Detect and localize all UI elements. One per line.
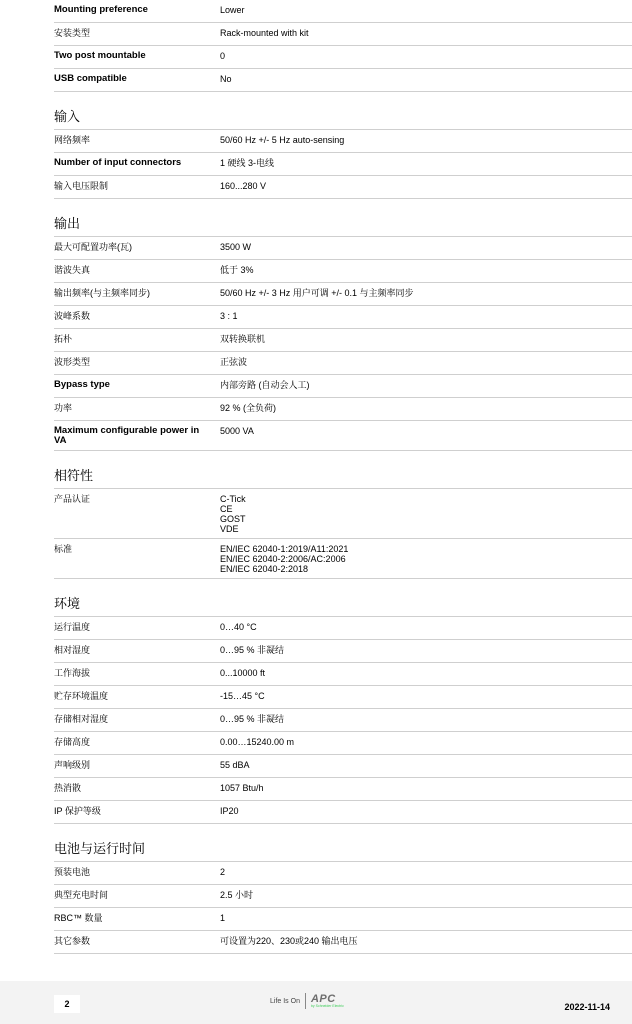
spec-row xyxy=(54,153,632,176)
spec-label: 标准 xyxy=(54,544,73,554)
section-mounting xyxy=(54,0,632,92)
section-title: 环境 xyxy=(54,579,632,617)
spec-label: 网络频率 xyxy=(54,135,91,145)
spec-row xyxy=(54,352,632,375)
document-date: 2022-11-14 xyxy=(564,1002,610,1012)
section-battery xyxy=(54,824,632,954)
spec-row xyxy=(54,176,632,199)
spec-value: 55 dBA xyxy=(220,760,250,770)
section-title: 相符性 xyxy=(54,451,632,489)
spec-value: 低于 3% xyxy=(220,265,254,275)
spec-row xyxy=(54,801,632,824)
spec-label: 热消散 xyxy=(54,783,82,793)
spec-label: 声响级别 xyxy=(54,760,91,770)
spec-value: 2.5 小时 xyxy=(220,890,254,900)
spec-value: 50/60 Hz +/- 5 Hz auto-sensing xyxy=(220,135,345,145)
section-output xyxy=(54,199,632,451)
spec-row xyxy=(54,398,632,421)
spec-row xyxy=(54,260,632,283)
spec-label: 输入电压限制 xyxy=(54,181,109,191)
section-input xyxy=(54,92,632,199)
spec-value: 50/60 Hz +/- 3 Hz 用户可调 +/- 0.1 与主频率同步 xyxy=(220,288,414,298)
section-title: 输入 xyxy=(54,92,632,130)
spec-value: 92 % (全负荷) xyxy=(220,403,277,413)
spec-label: 最大可配置功率(瓦) xyxy=(54,242,132,252)
spec-label: 波形类型 xyxy=(54,357,91,367)
spec-row xyxy=(54,732,632,755)
spec-label: 预装电池 xyxy=(54,867,91,877)
spec-row xyxy=(54,375,632,398)
spec-row xyxy=(54,421,632,451)
logo-text: APC xyxy=(310,992,336,1005)
spec-value: 3 : 1 xyxy=(220,311,238,321)
apc-logo xyxy=(311,994,344,1009)
page-footer xyxy=(0,981,632,1024)
spec-label: 产品认证 xyxy=(54,494,91,504)
spec-row xyxy=(54,885,632,908)
spec-label: 功率 xyxy=(54,403,73,413)
spec-row xyxy=(54,686,632,709)
spec-label: 存储相对湿度 xyxy=(54,714,109,724)
divider xyxy=(305,993,306,1009)
spec-value: Lower xyxy=(220,5,245,15)
section-compliance xyxy=(54,451,632,579)
spec-value: 可设置为220、230或240 输出电压 xyxy=(220,936,358,946)
section-title: 输出 xyxy=(54,199,632,237)
spec-row xyxy=(54,130,632,153)
spec-label: 安装类型 xyxy=(54,28,91,38)
logo-sub: by Schneider Electric xyxy=(310,1003,344,1008)
spec-row xyxy=(54,0,632,23)
spec-label: 贮存环境温度 xyxy=(54,691,109,701)
section-environment xyxy=(54,579,632,824)
spec-row xyxy=(54,539,632,579)
spec-value: EN/IEC 62040-1:2019/A11:2021 EN/IEC 62040-2:2006/AC:2006 EN/IEC 62040-2:2018 xyxy=(220,544,349,574)
spec-row xyxy=(54,778,632,801)
spec-row xyxy=(54,617,632,640)
spec-label: IP 保护等级 xyxy=(54,806,101,816)
spec-row xyxy=(54,663,632,686)
spec-value: 1057 Btu/h xyxy=(220,783,264,793)
tagline: Life Is On xyxy=(270,997,300,1005)
spec-label: Number of input connectors xyxy=(54,157,182,168)
spec-value: 160...280 V xyxy=(220,181,267,191)
spec-label: 拓朴 xyxy=(54,334,73,344)
spec-row xyxy=(54,640,632,663)
spec-value: 0…95 % 非凝结 xyxy=(220,645,285,655)
spec-label: 其它参数 xyxy=(54,936,91,946)
spec-label: Mounting preference xyxy=(54,4,148,15)
spec-label: Maximum configurable power in VA xyxy=(54,425,200,446)
spec-label: 运行温度 xyxy=(54,622,91,632)
spec-row xyxy=(54,306,632,329)
spec-value: 3500 W xyxy=(220,242,252,252)
spec-value: 0...10000 ft xyxy=(220,668,266,678)
spec-value: 内部旁路 (自动会人工) xyxy=(220,380,310,390)
spec-row xyxy=(54,237,632,260)
spec-label: RBC™ 数量 xyxy=(54,913,103,923)
spec-row xyxy=(54,931,632,954)
spec-value: 0 xyxy=(220,51,226,61)
spec-row xyxy=(54,489,632,539)
spec-value: 双转换联机 xyxy=(220,334,266,344)
spec-value: 2 xyxy=(220,867,226,877)
spec-content xyxy=(54,0,632,954)
spec-label: 工作海拔 xyxy=(54,668,91,678)
spec-value: IP20 xyxy=(220,806,239,816)
spec-label: USB compatible xyxy=(54,73,127,84)
spec-value: 5000 VA xyxy=(220,426,254,436)
section-title: 电池与运行时间 xyxy=(54,824,632,862)
spec-value: No xyxy=(220,74,232,84)
spec-row xyxy=(54,709,632,732)
spec-label: Two post mountable xyxy=(54,50,146,61)
spec-label: 存储高度 xyxy=(54,737,91,747)
spec-row xyxy=(54,46,632,69)
spec-row xyxy=(54,283,632,306)
spec-value: C-Tick CE GOST VDE xyxy=(220,494,246,534)
spec-label: 谐波失真 xyxy=(54,265,91,275)
spec-value: 正弦波 xyxy=(220,357,248,367)
spec-row xyxy=(54,23,632,46)
spec-label: 波峰系数 xyxy=(54,311,91,321)
spec-value: 0…95 % 非凝结 xyxy=(220,714,285,724)
spec-value: 0…40 °C xyxy=(220,622,257,632)
spec-row xyxy=(54,908,632,931)
spec-value: 1 硬线 3-电线 xyxy=(220,158,275,168)
spec-label: 输出频率(与主频率同步) xyxy=(54,288,150,298)
spec-value: -15…45 °C xyxy=(220,691,265,701)
page-number: 2 xyxy=(54,995,80,1013)
spec-label: 相对湿度 xyxy=(54,645,91,655)
brand-logo xyxy=(270,993,344,1009)
spec-row xyxy=(54,329,632,352)
spec-label: Bypass type xyxy=(54,379,110,390)
spec-row xyxy=(54,69,632,92)
spec-row xyxy=(54,755,632,778)
spec-label: 典型充电时间 xyxy=(54,890,109,900)
spec-value: Rack-mounted with kit xyxy=(220,28,309,38)
spec-value: 1 xyxy=(220,913,226,923)
spec-value: 0.00…15240.00 m xyxy=(220,737,295,747)
spec-row xyxy=(54,862,632,885)
